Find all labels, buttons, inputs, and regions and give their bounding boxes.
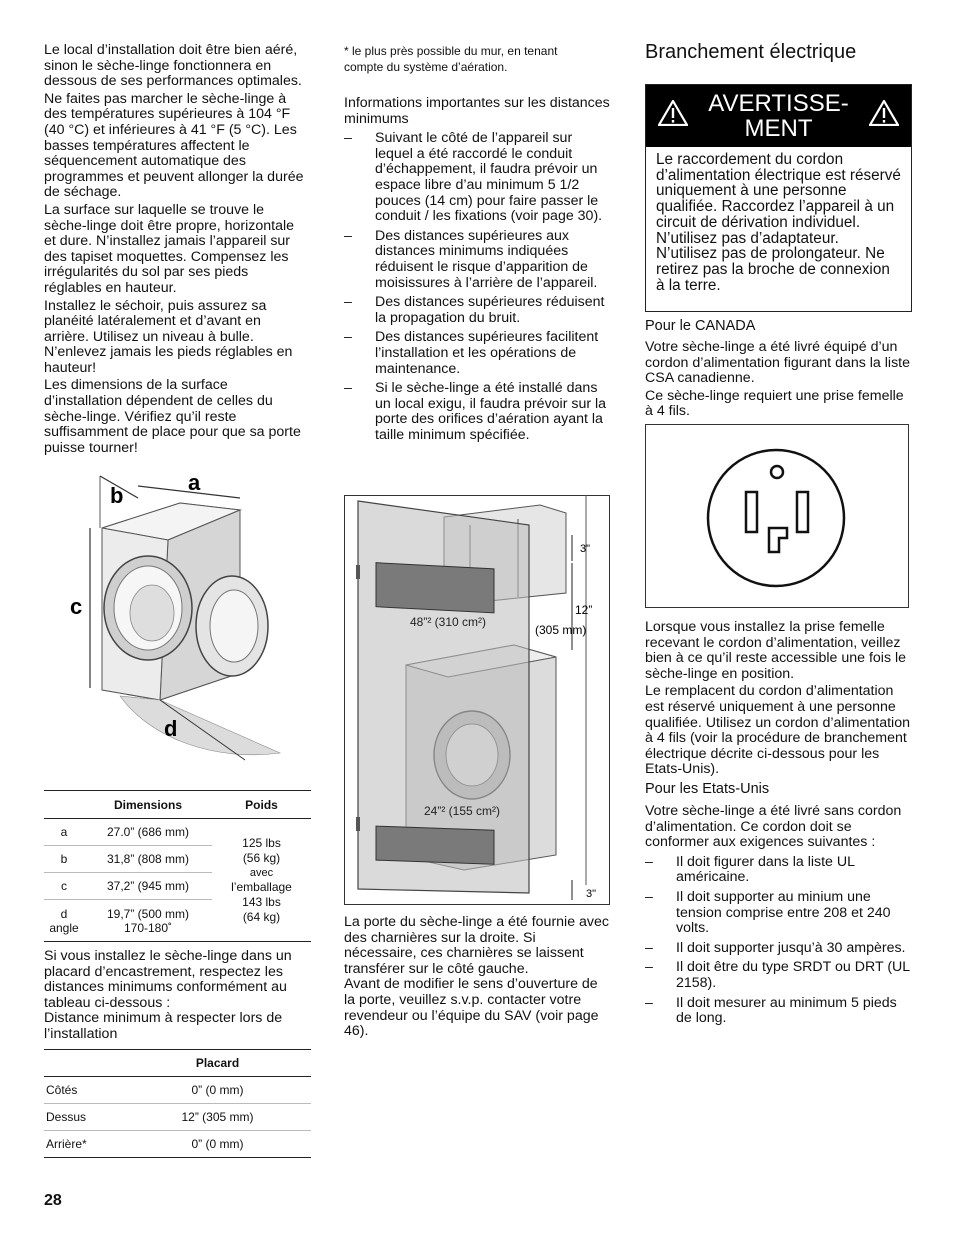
table-cell: a <box>60 825 68 839</box>
canada-text <box>645 340 911 422</box>
label-a: a <box>188 470 201 495</box>
list-item: – Il doit être du type SRDT ou DRT (UL 2158). <box>645 960 911 991</box>
placard-table <box>44 1049 311 1158</box>
warning-body: Le raccordement du cordon d’alimentation électrique est réservé uniquement à une personne qualifiée. Raccordez l’appareil à un circuit de dérivation individuel. N’utilisez pas d’adaptateur. N’utilisez pas de prolongateur. Ne retirez pas la broche de connexion à la terre. <box>656 151 901 294</box>
page-number: 28 <box>44 1192 62 1209</box>
after-outlet-text <box>645 620 911 780</box>
table-cell <box>44 900 84 942</box>
paragraph: Distance minimum à respecter lors de l’installation <box>44 1010 283 1042</box>
vent-bottom-label: 24”² (155 cm²) <box>424 804 501 818</box>
col-header-poids: Poids <box>245 797 278 812</box>
dim-bottom-gap: 3" <box>586 888 597 900</box>
subsection-title-us: Pour les Etats-Unis <box>645 781 770 797</box>
list-item: – Des distances supérieures facilitent l’installation et les opérations de maintenance. <box>344 330 610 377</box>
warning-box <box>645 84 912 312</box>
warning-triangle-icon <box>658 100 688 126</box>
section-title: Branchement électrique <box>645 41 857 63</box>
paragraph: Les dimensions de la surface d’installation dépendent de celles du sèche-linge. Vérifiez qu’il reste suffisamment de place pour que sa porte puisse tourner! <box>44 377 301 456</box>
label-b: b <box>110 483 124 508</box>
table-cell: 37,2” (945 mm) <box>106 879 190 893</box>
table-cell: Côtés <box>46 1083 78 1097</box>
table-cell: 12” (305 mm) <box>181 1110 254 1124</box>
poids-text: 125 lbs <box>242 835 281 850</box>
poids-text: (64 kg) <box>242 909 281 924</box>
subsection-title-canada: Pour le CANADA <box>645 318 756 334</box>
paragraph: La surface sur laquelle se trouve le sèche-linge doit être propre, horizontale et dure. N’installez jamais l’appareil sur des tapiset moquettes. Compensez les irrégularités du sol par ses pieds réglables en hauteur. <box>44 201 295 296</box>
column-middle-after <box>344 915 610 1040</box>
table-cell: 0” (0 mm) <box>191 1137 244 1151</box>
poids-cell <box>212 819 311 942</box>
list-item: – Des distances supérieures réduisent la propagation du bruit. <box>344 295 610 326</box>
paragraph: Le remplacent du cordon d’alimentation est réservé uniquement à une personne qualifiée. Utilisez un cordon d’alimentation à 4 fils (voir la procédure de branchement électrique décrite ci-dessous pour les Etats-Unis). <box>645 683 910 778</box>
list-item: – Il doit mesurer au minimum 5 pieds de long. <box>645 996 911 1027</box>
dimensions-table <box>44 790 311 942</box>
closet-installation-figure <box>344 495 610 905</box>
dim-mid: 12” <box>575 603 593 617</box>
list-item: – Des distances supérieures aux distances minimums indiquées réduisent le risque d’apparition de moisissures à l’arrière de l’appareil. <box>344 229 610 291</box>
paragraph: Ce sèche-linge requiert une prise femelle à 4 fils. <box>645 387 904 420</box>
footnote: * le plus près possible du mur, en tenant compte du système d’aération. <box>344 44 558 74</box>
poids-text: (56 kg) <box>242 850 281 865</box>
table-cell: 27.0” (686 mm) <box>106 825 190 839</box>
table-cell: Arrière* <box>46 1137 87 1151</box>
warning-title-line1: AVERTISSE- <box>708 90 849 117</box>
poids-text: l’emballage <box>231 879 292 894</box>
cell-text: 19,7” (500 mm) <box>106 906 190 921</box>
column-middle <box>344 96 610 443</box>
table-cell: b <box>60 852 68 866</box>
list-item: – Il doit figurer dans la liste UL américaine. <box>645 855 911 886</box>
col-header-dimensions: Dimensions <box>113 797 182 812</box>
after-table-text <box>44 949 310 1043</box>
paragraph: Ne faites pas marcher le sèche-linge à des températures supérieures à 104 °F (40 °C) et inférieures à 41 °F (5 °C). Les basses températures affectent le séquencement automatique des programmes et peuvent allonger la durée de séchage. <box>44 90 304 201</box>
poids-text: avec <box>249 866 274 879</box>
paragraph: Installez le séchoir, puis assurez sa planéité latéralement et d’avant en arrière. Utilisez un niveau à bulle. N’enlevez jamais les pieds réglables en hauteur! <box>44 297 293 376</box>
list-item: – Il doit supporter jusqu’à 30 ampères. <box>645 941 911 957</box>
label-c: c <box>70 594 83 619</box>
dryer-dimensions-figure <box>40 468 310 768</box>
four-wire-outlet-figure <box>645 424 909 608</box>
dim-top-gap: 3" <box>580 543 591 555</box>
paragraph: Avant de modifier le sens d’ouverture de la porte, veuillez s.v.p. contacter votre revendeur ou l’équipe du SAV (voir page 46). <box>344 976 599 1040</box>
list-item: – Il doit supporter au minium une tension comprise entre 208 et 240 volts. <box>645 890 911 937</box>
us-text <box>645 804 911 1027</box>
label-d: d <box>164 716 178 741</box>
vent-top-label: 48”² (310 cm²) <box>410 615 487 629</box>
list-item: – Si le sèche-linge a été installé dans un local exigu, il faudra prévoir sur la porte des orifices d’aération ayant la taille minimum spécifiée. <box>344 381 610 443</box>
warning-title-line2: MENT <box>744 115 813 142</box>
paragraph: Si vous installez le sèche-linge dans un placard d’encastrement, respectez les distances minimums conformément au tableau ci-dessous : <box>44 948 292 1011</box>
paragraph: Le local d’installation doit être bien aéré, sinon le sèche-linge fonctionnera en dessous de ses performances optimales. <box>44 42 302 90</box>
table-cell: c <box>61 879 67 893</box>
poids-text: 143 lbs <box>242 894 281 909</box>
warning-triangle-icon <box>869 100 899 126</box>
cell-text: d <box>60 906 68 921</box>
cell-text: 170-180˚ <box>123 920 173 935</box>
table-cell: 31,8” (808 mm) <box>106 852 190 866</box>
table-cell: 0” (0 mm) <box>191 1083 244 1097</box>
paragraph: La porte du sèche-linge a été fournie avec des charnières sur la droite. Si nécessaire, ces charnières se laissent transférer sur le côté gauche. <box>344 914 610 977</box>
dim-mid-mm: (305 mm) <box>535 623 587 637</box>
col-header-placard: Placard <box>195 1056 240 1070</box>
paragraph: Informations importantes sur les distances minimums <box>344 95 610 127</box>
paragraph: Votre sèche-linge a été livré équipé d’un cordon d’alimentation figurant dans la liste CSA canadienne. <box>645 339 910 387</box>
paragraph: Votre sèche-linge a été livré sans cordon d’alimentation. Ce cordon doit se conformer aux exigences suivantes : <box>645 803 902 851</box>
table-cell: Dessus <box>46 1110 87 1124</box>
warning-header <box>646 85 911 147</box>
list-item: – Suivant le côté de l’appareil sur lequel a été raccordé le conduit d’échappement, il faudra prévoir un espace libre d’au minimum 5 1/2 pouces (14 cm) pour faire passer le conduit / les fixations (voir page 30). <box>344 131 610 225</box>
column-left <box>44 43 309 458</box>
paragraph: Lorsque vous installez la prise femelle recevant le cordon d’alimentation, veillez bien à ce qu’il reste accessible une fois le sèche-linge en position. <box>645 619 907 682</box>
cell-text: angle <box>49 920 79 935</box>
table-cell <box>84 900 212 942</box>
